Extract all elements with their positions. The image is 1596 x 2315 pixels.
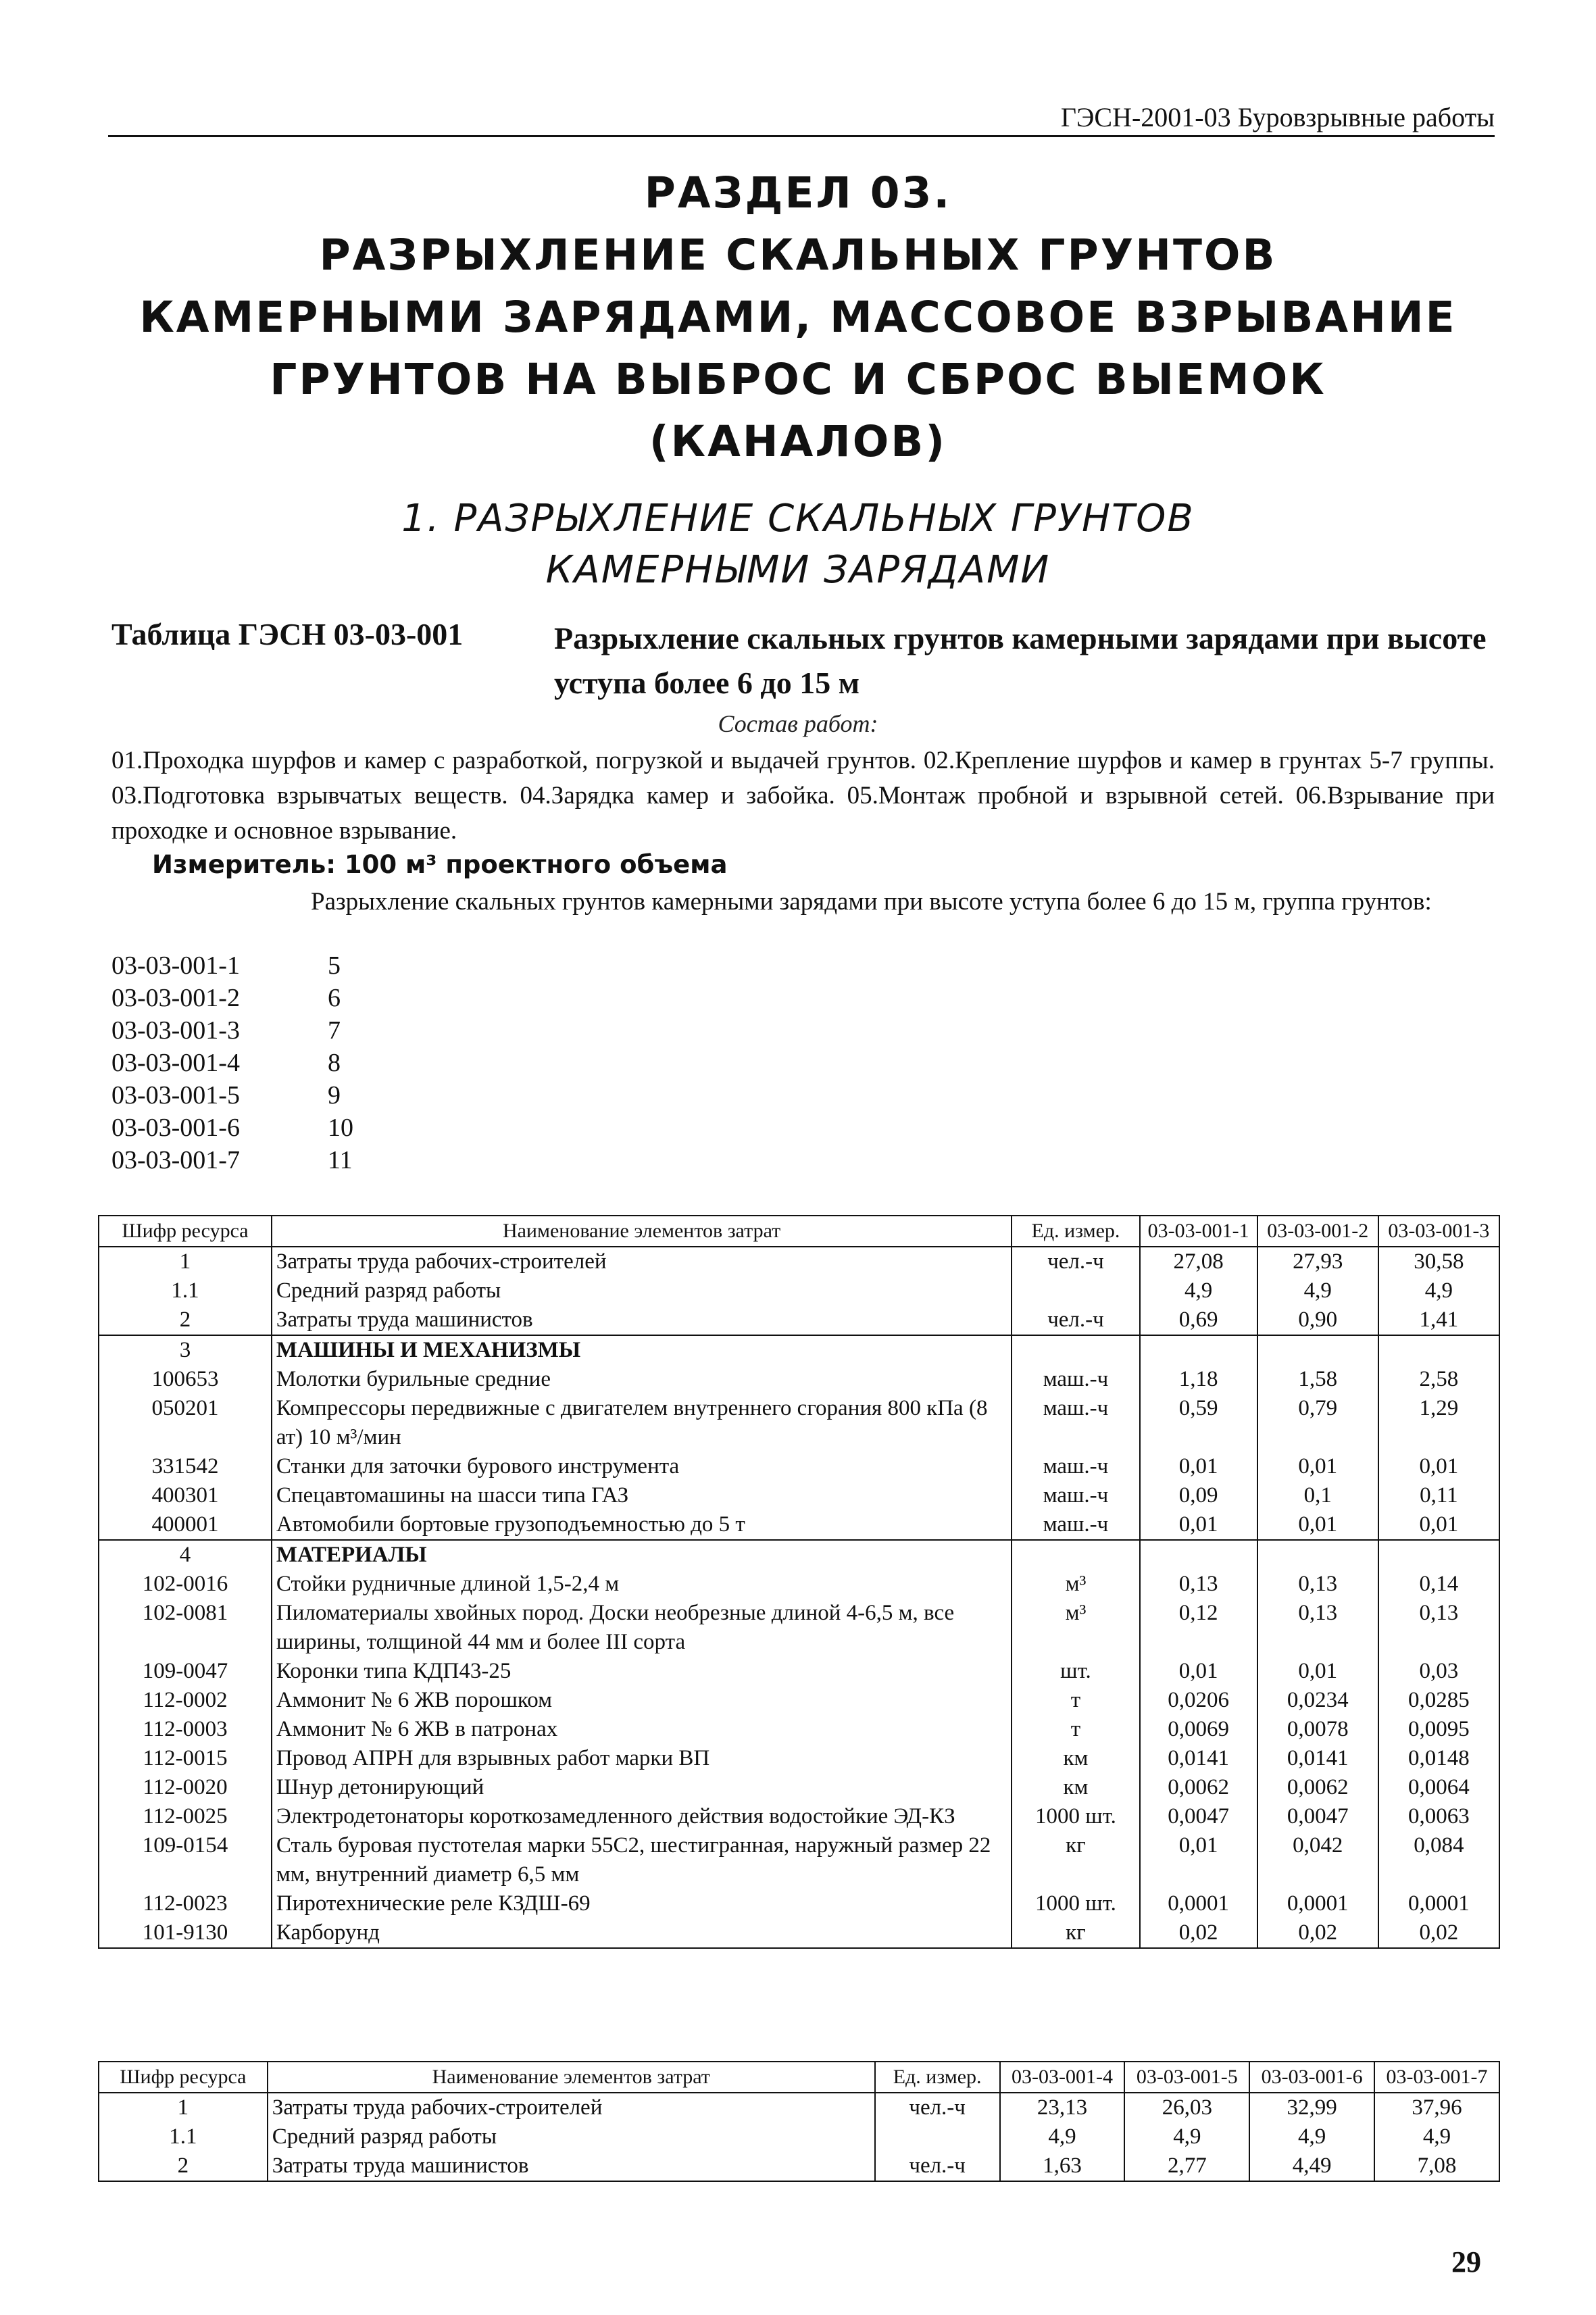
variant-code: 03-03-001-2 (111, 984, 240, 1012)
value-cell: 0,0234 (1257, 1686, 1378, 1715)
variant-item (111, 1079, 353, 1112)
measure-unit: Измеритель: 100 м³ проектного объема (152, 850, 728, 879)
resource-code-cell: 102-0016 (99, 1570, 272, 1599)
value-cell: 0,0001 (1257, 1889, 1378, 1918)
value-cell: 1,63 (1000, 2151, 1125, 2181)
unit-cell: чел.-ч (875, 2093, 1000, 2122)
value-cell: 4,9 (1140, 1276, 1257, 1305)
value-cell: 0,02 (1378, 1918, 1499, 1948)
variant-item (111, 1112, 353, 1144)
column-header: 03-03-001-3 (1378, 1216, 1499, 1247)
resource-code-cell: 2 (99, 1305, 272, 1335)
resource-name-cell: Затраты труда рабочих-строителей (268, 2093, 875, 2122)
value-cell: 37,96 (1374, 2093, 1499, 2122)
resource-code-cell: 112-0015 (99, 1744, 272, 1773)
unit-cell: маш.-ч (1012, 1365, 1139, 1394)
column-header: 03-03-001-4 (1000, 2062, 1125, 2093)
resource-name-cell: Молотки бурильные средние (272, 1365, 1012, 1394)
value-cell (1378, 1540, 1499, 1570)
value-cell: 0,084 (1378, 1831, 1499, 1889)
resource-name-cell: Электродетонаторы короткозамедленного действия водостойкие ЭД-КЗ (272, 1802, 1012, 1831)
value-cell (1378, 1335, 1499, 1365)
resources-table-2 (98, 2061, 1500, 2182)
value-cell: 4,9 (1124, 2122, 1249, 2151)
value-cell: 0,0206 (1140, 1686, 1257, 1715)
value-cell: 2,58 (1378, 1365, 1499, 1394)
column-header: 03-03-001-2 (1257, 1216, 1378, 1247)
value-cell: 4,9 (1000, 2122, 1125, 2151)
value-cell: 4,9 (1374, 2122, 1499, 2151)
unit-cell: км (1012, 1773, 1139, 1802)
table-row (99, 1276, 1499, 1305)
value-cell: 0,79 (1257, 1394, 1378, 1452)
value-cell: 0,0062 (1140, 1773, 1257, 1802)
unit-cell: т (1012, 1715, 1139, 1744)
value-cell: 1,29 (1378, 1394, 1499, 1452)
resource-code-cell: 112-0023 (99, 1889, 272, 1918)
resource-name-cell: Аммонит № 6 ЖВ порошком (272, 1686, 1012, 1715)
value-cell: 4,9 (1249, 2122, 1374, 2151)
resource-name-cell: Аммонит № 6 ЖВ в патронах (272, 1715, 1012, 1744)
table-row (99, 1686, 1499, 1715)
table-body (99, 1247, 1499, 1948)
value-cell: 0,0064 (1378, 1773, 1499, 1802)
value-cell: 0,1 (1257, 1481, 1378, 1510)
table-header-row (99, 2062, 1499, 2093)
value-cell: 1,41 (1378, 1305, 1499, 1335)
value-cell (1257, 1540, 1378, 1570)
table-row (99, 1540, 1499, 1570)
variant-item (111, 1014, 353, 1047)
table-row (99, 1599, 1499, 1657)
value-cell: 0,01 (1257, 1657, 1378, 1686)
resource-name-cell: Затраты труда машинистов (272, 1305, 1012, 1335)
column-header: Наименование элементов затрат (268, 2062, 875, 2093)
value-cell: 27,08 (1140, 1247, 1257, 1276)
resource-name-cell: Шнур детонирующий (272, 1773, 1012, 1802)
column-header: Ед. измер. (875, 2062, 1000, 2093)
value-cell: 0,11 (1378, 1481, 1499, 1510)
table-row (99, 2122, 1499, 2151)
value-cell: 0,01 (1378, 1452, 1499, 1481)
value-cell: 0,13 (1257, 1570, 1378, 1599)
variant-item (111, 1144, 353, 1176)
resource-code-cell: 400301 (99, 1481, 272, 1510)
unit-cell: чел.-ч (875, 2151, 1000, 2181)
table-row (99, 1510, 1499, 1540)
variant-title: Разрыхление скальных грунтов камерными зарядами при высоте уступа более 6 до 15 м, группа грунтов: (311, 888, 1432, 916)
resource-code-cell: 331542 (99, 1452, 272, 1481)
value-cell: 0,13 (1378, 1599, 1499, 1657)
resource-code-cell: 1.1 (99, 1276, 272, 1305)
value-cell: 4,9 (1257, 1276, 1378, 1305)
value-cell: 1,58 (1257, 1365, 1378, 1394)
resource-code-cell: 112-0020 (99, 1773, 272, 1802)
variant-value: 9 (328, 1081, 341, 1110)
value-cell: 0,0062 (1257, 1773, 1378, 1802)
value-cell: 0,13 (1140, 1570, 1257, 1599)
value-cell: 0,0001 (1378, 1889, 1499, 1918)
resource-name-cell: Затраты труда рабочих-строителей (272, 1247, 1012, 1276)
unit-cell: маш.-ч (1012, 1481, 1139, 1510)
subsection-title-line: 1. РАЗРЫХЛЕНИЕ СКАЛЬНЫХ ГРУНТОВ (401, 497, 1195, 541)
variant-code: 03-03-001-3 (111, 1016, 240, 1045)
table-row (99, 1365, 1499, 1394)
unit-cell: кг (1012, 1831, 1139, 1889)
table-row (99, 1247, 1499, 1276)
value-cell: 0,0285 (1378, 1686, 1499, 1715)
table-row (99, 1918, 1499, 1948)
unit-cell: 1000 шт. (1012, 1889, 1139, 1918)
value-cell: 0,02 (1140, 1918, 1257, 1948)
resource-code-cell: 1 (99, 1247, 272, 1276)
variant-list (111, 949, 353, 1176)
column-header: Шифр ресурса (99, 2062, 268, 2093)
unit-cell: м³ (1012, 1570, 1139, 1599)
table-row (99, 1802, 1499, 1831)
table-caption: Разрыхление скальных грунтов камерными зарядами при высоте уступа более 6 до 15 м (554, 621, 1487, 700)
variant-value: 5 (328, 951, 341, 980)
table-body (99, 2093, 1499, 2181)
resource-name-cell: Средний разряд работы (268, 2122, 875, 2151)
value-cell: 30,58 (1378, 1247, 1499, 1276)
table-row (99, 1831, 1499, 1889)
value-cell: 0,0047 (1140, 1802, 1257, 1831)
table-row (99, 1335, 1499, 1365)
subsection-title (101, 493, 1495, 596)
unit-cell: км (1012, 1744, 1139, 1773)
column-header: 03-03-001-6 (1249, 2062, 1374, 2093)
unit-cell (1012, 1540, 1139, 1570)
resource-name-cell: Коронки типа КДП43-25 (272, 1657, 1012, 1686)
table-row (99, 1773, 1499, 1802)
table-row (99, 2151, 1499, 2181)
resource-code-cell: 050201 (99, 1394, 272, 1452)
section-title (101, 162, 1495, 473)
resource-name-cell: МАШИНЫ И МЕХАНИЗМЫ (272, 1335, 1012, 1365)
page-number: 29 (1451, 2245, 1481, 2279)
resource-code-cell: 3 (99, 1335, 272, 1365)
resource-code-cell: 109-0154 (99, 1831, 272, 1889)
value-cell: 26,03 (1124, 2093, 1249, 2122)
resource-code-cell: 112-0002 (99, 1686, 272, 1715)
column-header: 03-03-001-5 (1124, 2062, 1249, 2093)
resource-code-cell: 101-9130 (99, 1918, 272, 1948)
column-header: Шифр ресурса (99, 1216, 272, 1247)
resource-name-cell: Станки для заточки бурового инструмента (272, 1452, 1012, 1481)
unit-cell: маш.-ч (1012, 1452, 1139, 1481)
resource-name-cell: МАТЕРИАЛЫ (272, 1540, 1012, 1570)
resource-code-cell: 2 (99, 2151, 268, 2181)
table-row (99, 1715, 1499, 1744)
variant-value: 6 (328, 984, 341, 1012)
value-cell: 0,01 (1378, 1510, 1499, 1540)
resource-name-cell: Карборунд (272, 1918, 1012, 1948)
column-header: 03-03-001-1 (1140, 1216, 1257, 1247)
value-cell: 0,0078 (1257, 1715, 1378, 1744)
table-row (99, 1394, 1499, 1452)
resource-name-cell: Затраты труда машинистов (268, 2151, 875, 2181)
value-cell (1140, 1540, 1257, 1570)
table-header-row (99, 1216, 1499, 1247)
table-row (99, 1305, 1499, 1335)
value-cell: 0,14 (1378, 1570, 1499, 1599)
table-row (99, 2093, 1499, 2122)
resource-name-cell: Автомобили бортовые грузоподъемностью до 5 т (272, 1510, 1012, 1540)
value-cell: 0,01 (1257, 1452, 1378, 1481)
resource-name-cell: Средний разряд работы (272, 1276, 1012, 1305)
resource-name-cell: Компрессоры передвижные с двигателем внутреннего сгорания 800 кПа (8 ат) 10 м³/мин (272, 1394, 1012, 1452)
table-row (99, 1481, 1499, 1510)
unit-cell (1012, 1276, 1139, 1305)
section-title-line: (КАНАЛОВ) (649, 417, 947, 466)
table-row (99, 1889, 1499, 1918)
variant-code: 03-03-001-4 (111, 1049, 240, 1077)
unit-cell: маш.-ч (1012, 1510, 1139, 1540)
value-cell: 0,12 (1140, 1599, 1257, 1657)
table-row (99, 1744, 1499, 1773)
value-cell: 0,01 (1140, 1452, 1257, 1481)
value-cell: 0,0148 (1378, 1744, 1499, 1773)
resource-code-cell: 109-0047 (99, 1657, 272, 1686)
variant-value: 10 (328, 1114, 353, 1142)
variant-code: 03-03-001-5 (111, 1081, 240, 1110)
unit-cell: чел.-ч (1012, 1247, 1139, 1276)
variant-code: 03-03-001-1 (111, 951, 240, 980)
value-cell: 0,90 (1257, 1305, 1378, 1335)
value-cell: 0,13 (1257, 1599, 1378, 1657)
variant-value: 7 (328, 1016, 341, 1045)
value-cell: 7,08 (1374, 2151, 1499, 2181)
table-row (99, 1452, 1499, 1481)
value-cell: 0,0063 (1378, 1802, 1499, 1831)
variant-item (111, 949, 353, 982)
value-cell (1140, 1335, 1257, 1365)
unit-cell: т (1012, 1686, 1139, 1715)
value-cell: 4,49 (1249, 2151, 1374, 2181)
variant-item (111, 982, 353, 1014)
header-rule (108, 135, 1495, 137)
value-cell (1257, 1335, 1378, 1365)
unit-cell: м³ (1012, 1599, 1139, 1657)
resource-code-cell: 4 (99, 1540, 272, 1570)
resource-name-cell: Стойки рудничные длиной 1,5-2,4 м (272, 1570, 1012, 1599)
value-cell: 0,69 (1140, 1305, 1257, 1335)
value-cell: 1,18 (1140, 1365, 1257, 1394)
running-head: ГЭСН-2001-03 Буровзрывные работы (1060, 102, 1495, 132)
value-cell: 0,09 (1140, 1481, 1257, 1510)
variant-item (111, 1047, 353, 1079)
work-composition-heading: Состав работ: (718, 710, 878, 737)
value-cell: 0,0047 (1257, 1802, 1378, 1831)
variant-value: 8 (328, 1049, 341, 1077)
value-cell: 0,0069 (1140, 1715, 1257, 1744)
resource-code-cell: 102-0081 (99, 1599, 272, 1657)
resource-code-cell: 400001 (99, 1510, 272, 1540)
column-header: Ед. измер. (1012, 1216, 1139, 1247)
value-cell: 23,13 (1000, 2093, 1125, 2122)
work-composition-text: 01.Проходка шурфов и камер с разработкой, погрузкой и выдачей грунтов. 02.Крепление шурфов и камер в грунтах 5-7 группы. 03.Подготовка взрывчатых веществ. 04.Зарядка камер и забойка. 05.Монтаж пробной и взрывной сетей. 06.Взрывание при проходке и основное взрывание. (111, 747, 1495, 845)
section-title-line: КАМЕРНЫМИ ЗАРЯДАМИ, МАССОВОЕ ВЗРЫВАНИЕ (139, 293, 1457, 342)
section-title-line: РАЗРЫХЛЕНИЕ СКАЛЬНЫХ ГРУНТОВ (319, 230, 1277, 280)
table-label: Таблица ГЭСН 03-03-001 (111, 617, 464, 651)
table-row (99, 1570, 1499, 1599)
value-cell: 0,0001 (1140, 1889, 1257, 1918)
unit-cell: шт. (1012, 1657, 1139, 1686)
column-header: 03-03-001-7 (1374, 2062, 1499, 2093)
unit-cell: кг (1012, 1918, 1139, 1948)
value-cell: 32,99 (1249, 2093, 1374, 2122)
unit-cell: чел.-ч (1012, 1305, 1139, 1335)
value-cell: 0,01 (1257, 1510, 1378, 1540)
resources-table-1 (98, 1215, 1500, 1949)
section-title-line: РАЗДЕЛ 03. (644, 168, 952, 218)
resource-name-cell: Пиротехнические реле КЗДШ-69 (272, 1889, 1012, 1918)
resource-code-cell: 112-0003 (99, 1715, 272, 1744)
unit-cell (1012, 1335, 1139, 1365)
value-cell: 0,042 (1257, 1831, 1378, 1889)
unit-cell: 1000 шт. (1012, 1802, 1139, 1831)
value-cell: 4,9 (1378, 1276, 1499, 1305)
section-title-line: ГРУНТОВ НА ВЫБРОС И СБРОС ВЫЕМОК (270, 355, 1326, 404)
value-cell: 2,77 (1124, 2151, 1249, 2181)
resource-code-cell: 1 (99, 2093, 268, 2122)
variant-code: 03-03-001-7 (111, 1146, 240, 1174)
value-cell: 0,01 (1140, 1657, 1257, 1686)
value-cell: 0,59 (1140, 1394, 1257, 1452)
unit-cell: маш.-ч (1012, 1394, 1139, 1452)
variant-code: 03-03-001-6 (111, 1114, 240, 1142)
value-cell: 0,02 (1257, 1918, 1378, 1948)
resource-code-cell: 100653 (99, 1365, 272, 1394)
resource-name-cell: Провод АПРН для взрывных работ марки ВП (272, 1744, 1012, 1773)
subsection-title-line: КАМЕРНЫМИ ЗАРЯДАМИ (545, 548, 1051, 592)
column-header: Наименование элементов затрат (272, 1216, 1012, 1247)
value-cell: 0,01 (1140, 1831, 1257, 1889)
resource-name-cell: Сталь буровая пустотелая марки 55С2, шестигранная, наружный размер 22 мм, внутренний диаметр 6,5 мм (272, 1831, 1012, 1889)
value-cell: 0,0141 (1140, 1744, 1257, 1773)
value-cell: 27,93 (1257, 1247, 1378, 1276)
variant-value: 11 (328, 1146, 353, 1174)
value-cell: 0,0141 (1257, 1744, 1378, 1773)
value-cell: 0,01 (1140, 1510, 1257, 1540)
table-row (99, 1657, 1499, 1686)
resource-name-cell: Спецавтомашины на шасси типа ГАЗ (272, 1481, 1012, 1510)
value-cell: 0,03 (1378, 1657, 1499, 1686)
resource-name-cell: Пиломатериалы хвойных пород. Доски необрезные длиной 4-6,5 м, все ширины, толщиной 44 мм и более III сорта (272, 1599, 1012, 1657)
unit-cell (875, 2122, 1000, 2151)
resource-code-cell: 112-0025 (99, 1802, 272, 1831)
value-cell: 0,0095 (1378, 1715, 1499, 1744)
resource-code-cell: 1.1 (99, 2122, 268, 2151)
